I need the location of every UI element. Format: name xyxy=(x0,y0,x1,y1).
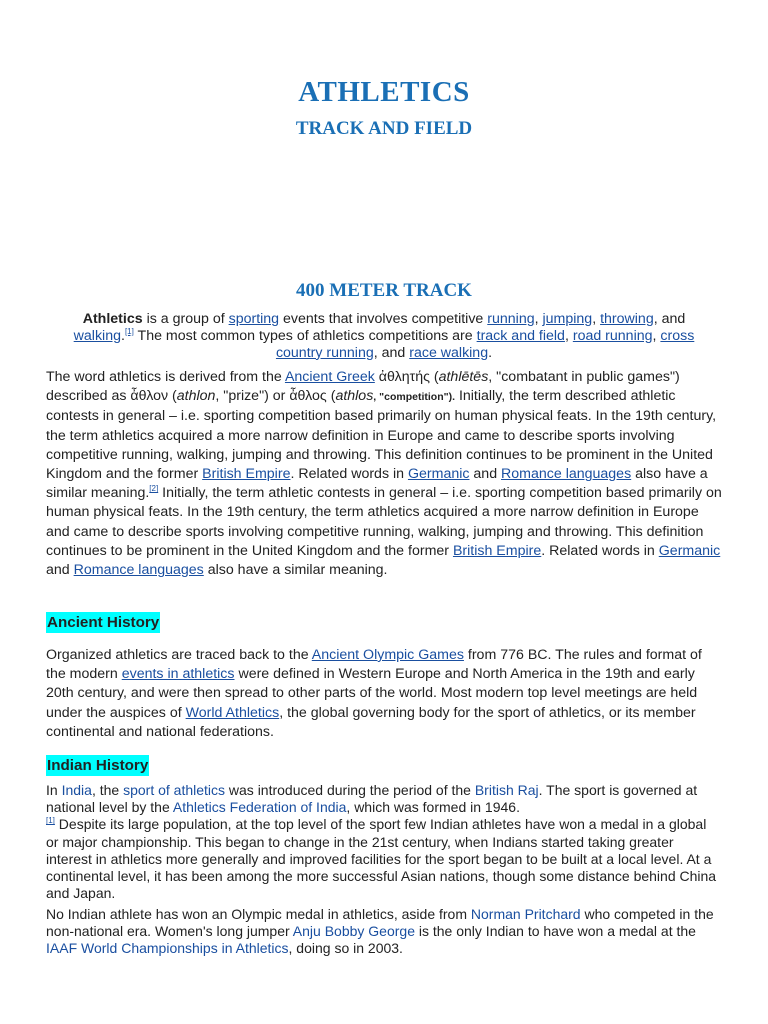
link-cross-country-running[interactable]: cross country running xyxy=(275,327,695,361)
text: is the only Indian to have won a medal at the xyxy=(414,923,696,940)
text: Organized athletics are traced back to the xyxy=(46,647,312,663)
text: , which was formed in 1946. xyxy=(346,799,520,816)
document-title: ATHLETICS xyxy=(298,76,470,108)
text: Initially, the term described athletic contests in general – i.e. sporting competition based primarily on human physical feats. In the 19th century, the term athletics acquired a more narrow definition in Europe and came to describe sports involving competitive running, walking, jumping and throwing. This definition continues to be prominent in the United Kingdom and the former xyxy=(46,388,717,483)
text: The word athletics is derived from the xyxy=(46,369,285,385)
text: Despite its large population, at the top level of the sport few Indian athletes have won a medal in a global or major championship. This began to change in the 21st century, when Indians started taking greater interest in athletics more generally and improved facilities for the sport began to be built at a local level. At a continental level, it has been among the more successful Asian nations, though some distance behind China and Japan. xyxy=(46,816,717,902)
section-heading-indian-history: Indian History xyxy=(47,757,149,774)
text: No Indian athlete has won an Olympic medal in athletics, aside from xyxy=(46,906,471,922)
text: The most common types of athletics competitions are xyxy=(133,327,477,344)
text: , xyxy=(564,327,573,344)
link-british-raj[interactable]: British Raj xyxy=(474,782,539,798)
link-romance-languages[interactable]: Romance languages xyxy=(501,466,632,483)
text: . Related words in xyxy=(290,466,408,483)
text: is a group of xyxy=(142,311,229,327)
link-jumping[interactable]: jumping xyxy=(542,311,593,327)
text: , and xyxy=(373,344,410,361)
link-sporting[interactable]: sporting xyxy=(228,311,280,327)
text: , doing so in 2003. xyxy=(288,940,403,957)
image-caption: 400 METER TRACK xyxy=(296,280,472,301)
text: Initially, the term athletic contests in general – i.e. sporting competition based primarily on human physical feats. In the 19th century, the term athletics acquired a more narrow definition in Europe and came to describe sports involving competitive running, walking, jumping and throwing. This definition continues to be prominent in the United Kingdom and the former xyxy=(46,485,722,559)
text: , xyxy=(592,311,601,327)
link-sport-of-athletics[interactable]: sport of athletics xyxy=(123,782,226,798)
text: from 776 BC. The rules and format of the modern xyxy=(46,647,702,683)
text: . xyxy=(488,344,493,361)
text: and xyxy=(469,466,502,483)
link-world-athletics[interactable]: World Athletics xyxy=(185,704,280,721)
text: , "combatant in public games") described as ἆθλον ( xyxy=(46,369,680,405)
text: who competed in the non-national era. Women's long jumper xyxy=(46,906,714,940)
text: , xyxy=(652,327,661,344)
citation-1[interactable]: [1] xyxy=(124,326,134,336)
text: and xyxy=(46,562,74,579)
link-events-in-athletics[interactable]: events in athletics xyxy=(121,666,235,683)
link-ancient-greek[interactable]: Ancient Greek xyxy=(284,369,375,385)
link-running[interactable]: running xyxy=(487,311,535,327)
text: athlētēs xyxy=(438,369,489,385)
indian-history-paragraph xyxy=(46,782,722,902)
text: athlon xyxy=(176,388,216,405)
link-india[interactable]: India xyxy=(61,782,92,798)
link-athletics-federation-of-india[interactable]: Athletics Federation of India xyxy=(172,799,347,816)
link-romance-languages-2[interactable]: Romance languages xyxy=(73,562,204,579)
text: . The sport is governed at national level by the xyxy=(46,782,698,816)
intro-paragraph xyxy=(60,311,708,361)
citation-2[interactable]: [2] xyxy=(149,484,159,494)
link-british-empire[interactable]: British Empire xyxy=(202,466,291,483)
text: , and xyxy=(653,311,686,327)
text: . xyxy=(121,327,125,344)
text: , the xyxy=(91,782,124,798)
text: In xyxy=(46,782,62,798)
text: ἀθλητής ( xyxy=(374,369,439,385)
text: . Related words in xyxy=(541,542,659,559)
link-walking[interactable]: walking xyxy=(73,327,121,344)
text: events that involves competitive xyxy=(279,311,488,327)
text: , "prize") or ἆθλος ( xyxy=(215,388,336,405)
text: also have a similar meaning. xyxy=(203,562,388,579)
link-ancient-olympic-games[interactable]: Ancient Olympic Games xyxy=(311,647,464,663)
text: were defined in Western Europe and North America in the 19th and early 20th century, and were then spread to other parts of the world. Most modern top level meetings are held under the auspices of xyxy=(46,666,698,721)
link-british-empire-2[interactable]: British Empire xyxy=(452,542,542,559)
link-norman-pritchard[interactable]: Norman Pritchard xyxy=(470,906,581,922)
etymology-paragraph xyxy=(46,368,722,580)
link-race-walking[interactable]: race walking xyxy=(409,344,489,361)
link-germanic[interactable]: Germanic xyxy=(407,466,470,483)
indian-medals-paragraph xyxy=(46,906,722,958)
citation-1-indian[interactable]: [1] xyxy=(46,816,55,826)
text: also have a similar meaning. xyxy=(46,466,708,502)
text: was introduced during the period of the xyxy=(225,782,475,798)
text: athlos xyxy=(335,388,374,405)
text: , "competition"). xyxy=(373,391,455,404)
text: , the global governing body for the sport of athletics, or its member continental and national federations. xyxy=(46,704,696,740)
link-track-and-field[interactable]: track and field xyxy=(476,327,565,344)
link-anju-bobby-george[interactable]: Anju Bobby George xyxy=(292,923,415,940)
document-subtitle: TRACK AND FIELD xyxy=(295,118,473,139)
link-throwing[interactable]: throwing xyxy=(600,311,654,327)
intro-bold-term: Athletics xyxy=(82,311,143,327)
ancient-history-paragraph xyxy=(46,646,722,742)
link-road-running[interactable]: road running xyxy=(572,327,653,344)
link-germanic-2[interactable]: Germanic xyxy=(658,542,721,559)
text: , xyxy=(534,311,543,327)
link-iaaf-world-championships[interactable]: IAAF World Championships in Athletics xyxy=(46,940,289,957)
section-heading-ancient-history: Ancient History xyxy=(47,614,160,631)
